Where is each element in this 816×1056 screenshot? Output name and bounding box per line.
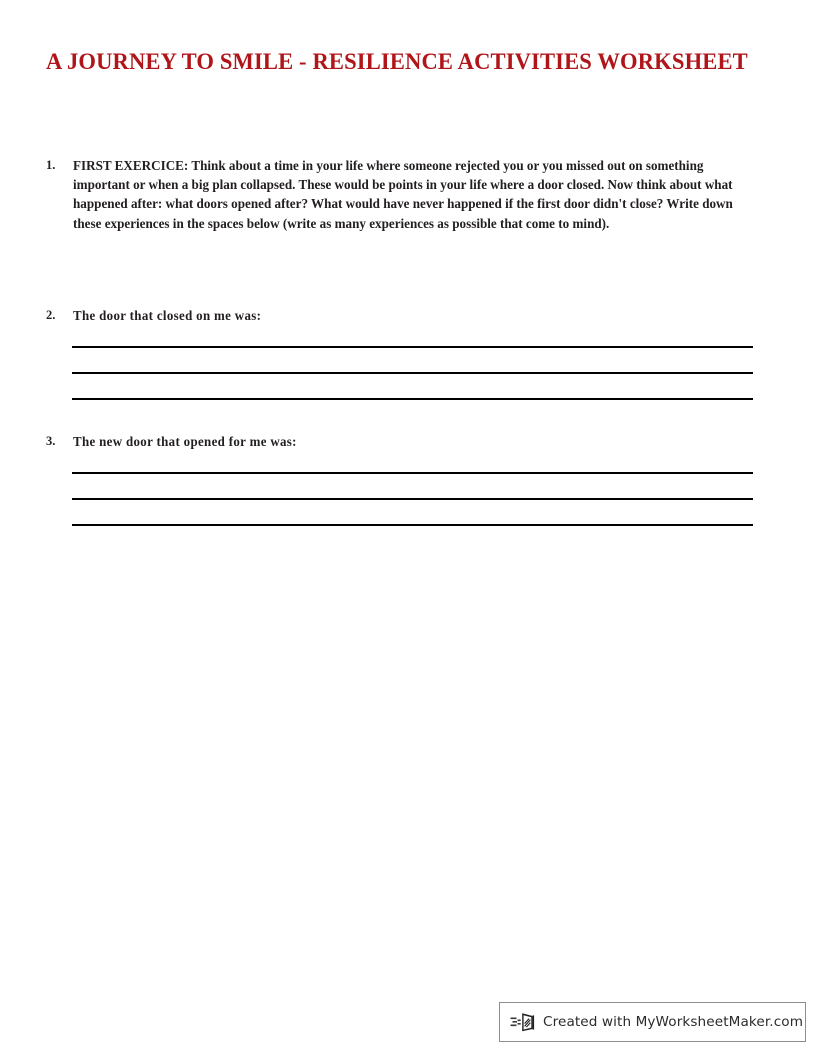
- question-number-2: 2.: [46, 308, 56, 322]
- answer-line[interactable]: [72, 398, 753, 400]
- question-text-3: The new door that opened for me was:: [73, 434, 297, 449]
- question-item-2: [46, 306, 746, 325]
- page-title: A JOURNEY TO SMILE - RESILIENCE ACTIVITIES WORKSHEET: [46, 49, 748, 75]
- footer-attribution-badge[interactable]: [499, 1002, 806, 1042]
- answer-line[interactable]: [72, 472, 753, 474]
- question-item-3: [46, 432, 746, 451]
- question-number-1: 1.: [46, 158, 56, 172]
- footer-attribution-text: Created with MyWorksheetMaker.com: [543, 1014, 804, 1030]
- answer-line[interactable]: [72, 524, 753, 526]
- answer-lines-question-2[interactable]: [72, 346, 753, 400]
- question-body-3: [73, 432, 746, 451]
- myworksheetmaker-logo-icon: [510, 1010, 538, 1034]
- answer-line[interactable]: [72, 498, 753, 500]
- answer-line[interactable]: [72, 346, 753, 348]
- question-text-2: The door that closed on me was:: [73, 308, 262, 323]
- answer-lines-question-3[interactable]: [72, 472, 753, 526]
- question-body-2: [73, 306, 746, 325]
- question-item-1: [46, 156, 746, 233]
- question-text-1: FIRST EXERCICE: Think about a time in your life where someone rejected you or you missed out on something important or when a big plan collapsed. These would be points in your life where a door closed. Now think about what happened after: what doors opened after? What would have never happened if the first door didn't close? Write down these experiences in the spaces below (write as many experiences as possible that come to mind).: [73, 158, 733, 231]
- question-number-3: 3.: [46, 434, 56, 448]
- question-body-1: [73, 156, 761, 233]
- answer-line[interactable]: [72, 372, 753, 374]
